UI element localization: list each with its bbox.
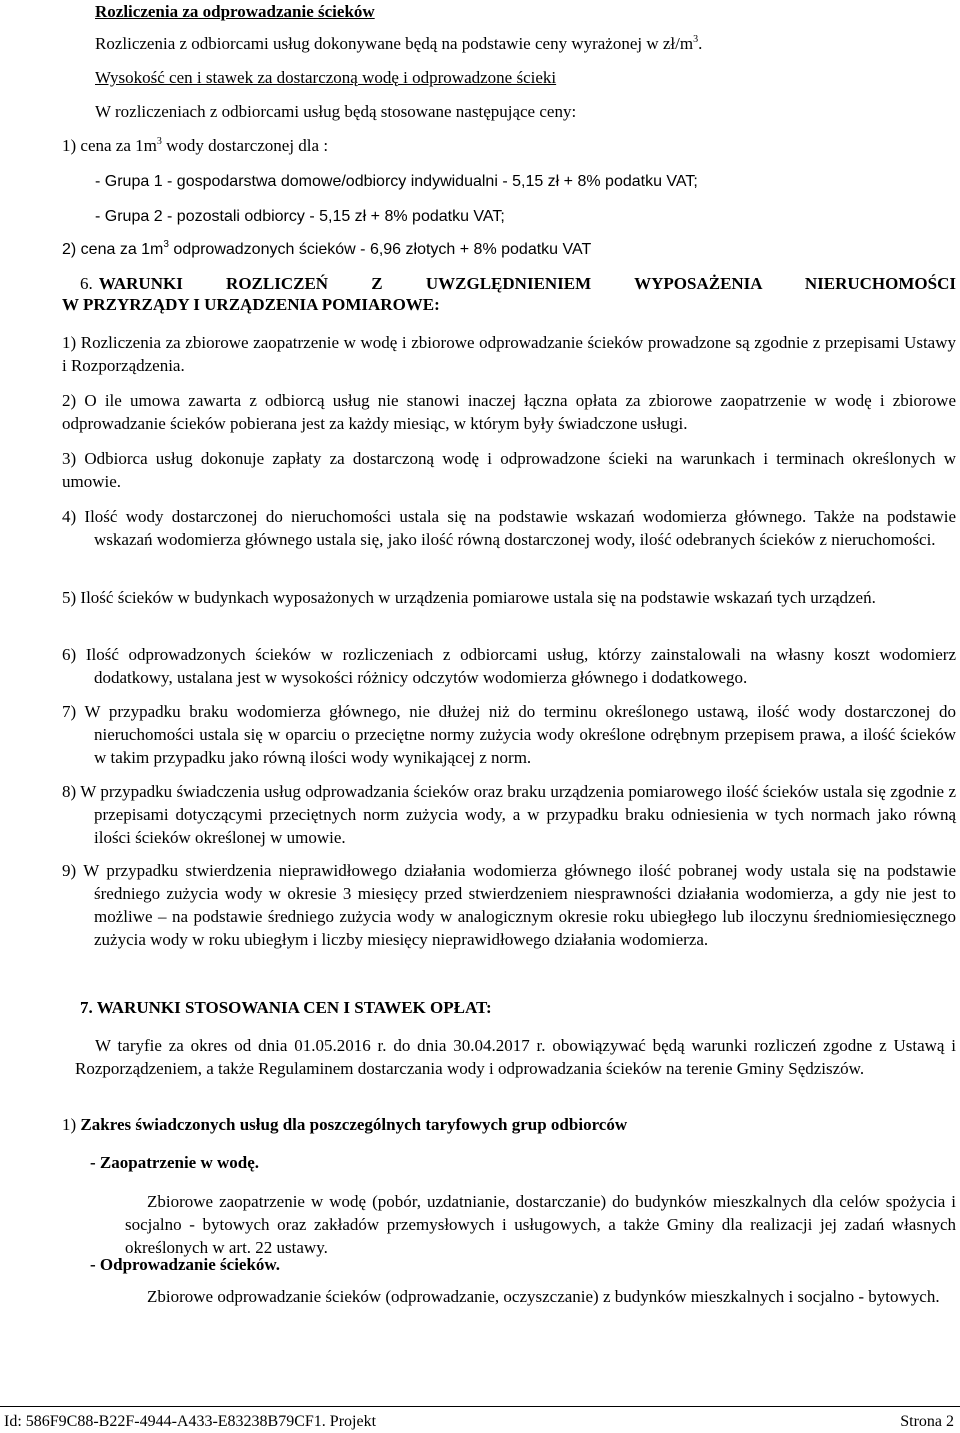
footer-page-number: Strona 2 (900, 1413, 954, 1430)
section-6-point-9: 9) W przypadku stwierdzenia nieprawidłowego działania wodomierza głównego ilość pobranej wody ustala się na podstawie średniego zużycia wody w okresie 3 miesięcy przed stwierdzeniem niesprawności działania wodomierza, a gdy nie jest to możliwe – na podstawie średniego zużycia wody w analogicznym okresie roku ubiegłego lub iloczynu średniomiesięcznego zużycia wody w roku ubiegłym i liczby miesięcy nieprawidłowego działania wodomierza. (62, 861, 956, 949)
price-group-1: - Grupa 1 - gospodarstwa domowe/odbiorcy indywidualni - 5,15 zł + 8% podatku VAT; (95, 173, 698, 190)
heading-sewage-settlements: Rozliczenia za odprowadzanie ścieków (95, 2, 375, 21)
water-supply-text: Zbiorowe zaopatrzenie w wodę (pobór, uzdatnianie, dostarczanie) do budynków mieszkalnych dla celów spożycia i socjalno - bytowych oraz zakładów przemysłowych i usługowych, a także Gminy dla realizacji jej zadań własnych określonych w art. 22 ustawy. (125, 1192, 956, 1257)
heading-prices: Wysokość cen i stawek za dostarczoną wodę i odprowadzone ścieki (95, 68, 557, 87)
footer-document-id: Id: 586F9C88-B22F-4944-A433-E83238B79CF1. Projekt (4, 1413, 377, 1430)
section-6-point-8: 8) W przypadku świadczenia usług odprowadzania ścieków oraz braku urządzenia pomiarowego ilość ścieków ustala się zgodnie z przepisami dotyczącymi przeciętnych norm zużycia wody, a w przypadku braku odniesienia w tych normach jako równą ilości ścieków określonej w umowie. (62, 782, 956, 847)
section-7-heading: 7. WARUNKI STOSOWANIA CEN I STAWEK OPŁAT: (80, 998, 492, 1017)
section-6-point-7: 7) W przypadku braku wodomierza głównego, nie dłużej niż do terminu określonego ustawą, ilość wody dostarczonej do nieruchomości ustala się w oparciu o przeciętne normy zużycia wody określone odrębnym przepisem prawa, a ilość ścieków w takim przypadku jako równą ilości wody wynikającej z norm. (62, 702, 956, 767)
footer-divider (0, 1406, 960, 1407)
section-6-point-1: 1) Rozliczenia za zbiorowe zaopatrzenie w wodę i zbiorowe odprowadzanie ścieków prowadzone są zgodnie z przepisami Ustawy i Rozporządzenia. (62, 333, 956, 375)
sewage-disposal-heading: - Odprowadzanie ścieków. (90, 1255, 281, 1274)
price-group-2: - Grupa 2 - pozostali odbiorcy - 5,15 zł + 8% podatku VAT; (95, 208, 505, 225)
section-7-intro: W taryfie za okres od dnia 01.05.2016 r. do dnia 30.04.2017 r. obowiązywać będą warunki rozliczeń zgodne z Ustawą i Rozporządzeniem, a także Regulaminem dostarczania wody i odprowadzania ścieków na terenie Gminy Sędziszów. (75, 1036, 956, 1078)
water-supply-heading: - Zaopatrzenie w wodę. (90, 1153, 260, 1172)
section-6-point-4: 4) Ilość wody dostarczonej do nieruchomości ustala się na podstawie wskazań wodomierza głównego. Także na podstawie wskazań wodomierza głównego ustala się, jako ilość równą dostarczonej wody, ilość odebranych ścieków z nieruchomości. (62, 507, 956, 549)
sewage-disposal-text: Zbiorowe odprowadzanie ścieków (odprowadzanie, oczyszczanie) z budynków mieszkalnych i socjalno - bytowych. (147, 1287, 940, 1306)
section-6-heading-line2: W PRZYRZĄDY I URZĄDZENIA POMIAROWE: (62, 295, 440, 314)
section-6-heading-line1: 6. WARUNKI ROZLICZEŃ Z UWZGLĘDNIENIEM WYPOSAŻENIA NIERUCHOMOŚCI (80, 274, 956, 293)
prices-intro: W rozliczeniach z odbiorcami usług będą stosowane następujące ceny: (95, 102, 577, 121)
section-6-point-2: 2) O ile umowa zawarta z odbiorcą usług nie stanowi inaczej łączna opłata za zbiorowe zaopatrzenie w wodę i zbiorowe odprowadzanie ścieków pobierana jest za każdy miesiąc, w którym były świadczone usługi. (62, 391, 956, 433)
section-6-point-3: 3) Odbiorca usług dokonuje zapłaty za dostarczoną wodę i odprowadzone ścieki na warunkach i terminach określonych w umowie. (62, 449, 956, 491)
price-item-water: 1) cena za $1m^3$ wody dostarczonej dla : (62, 136, 329, 155)
price-item-sewage: 2) cena za $1m^3$ odprowadzonych ścieków - 6,96 złotych + 8% podatku VAT (62, 239, 592, 258)
section-6-point-5: 5) Ilość ścieków w budynkach wyposażonych w urządzenia pomiarowe ustala się na podstawie wskazań tych urządzeń. (62, 588, 876, 607)
section-6-point-6: 6) Ilość odprowadzonych ścieków w rozliczeniach z odbiorcami usług, którzy zainstalowali na własny koszt wodomierz dodatkowy, ustalana jest w wysokości różnicy odczytów wodomierza głównego i dodatkowego. (62, 645, 956, 687)
sewage-settlements-text: Rozliczenia z odbiorcami usług dokonywane będą na podstawie ceny wyrażonej w $zł/m^3$. (95, 34, 703, 53)
section-7-item-1: 1) Zakres świadczonych usług dla poszczególnych taryfowych grup odbiorców (62, 1115, 628, 1134)
